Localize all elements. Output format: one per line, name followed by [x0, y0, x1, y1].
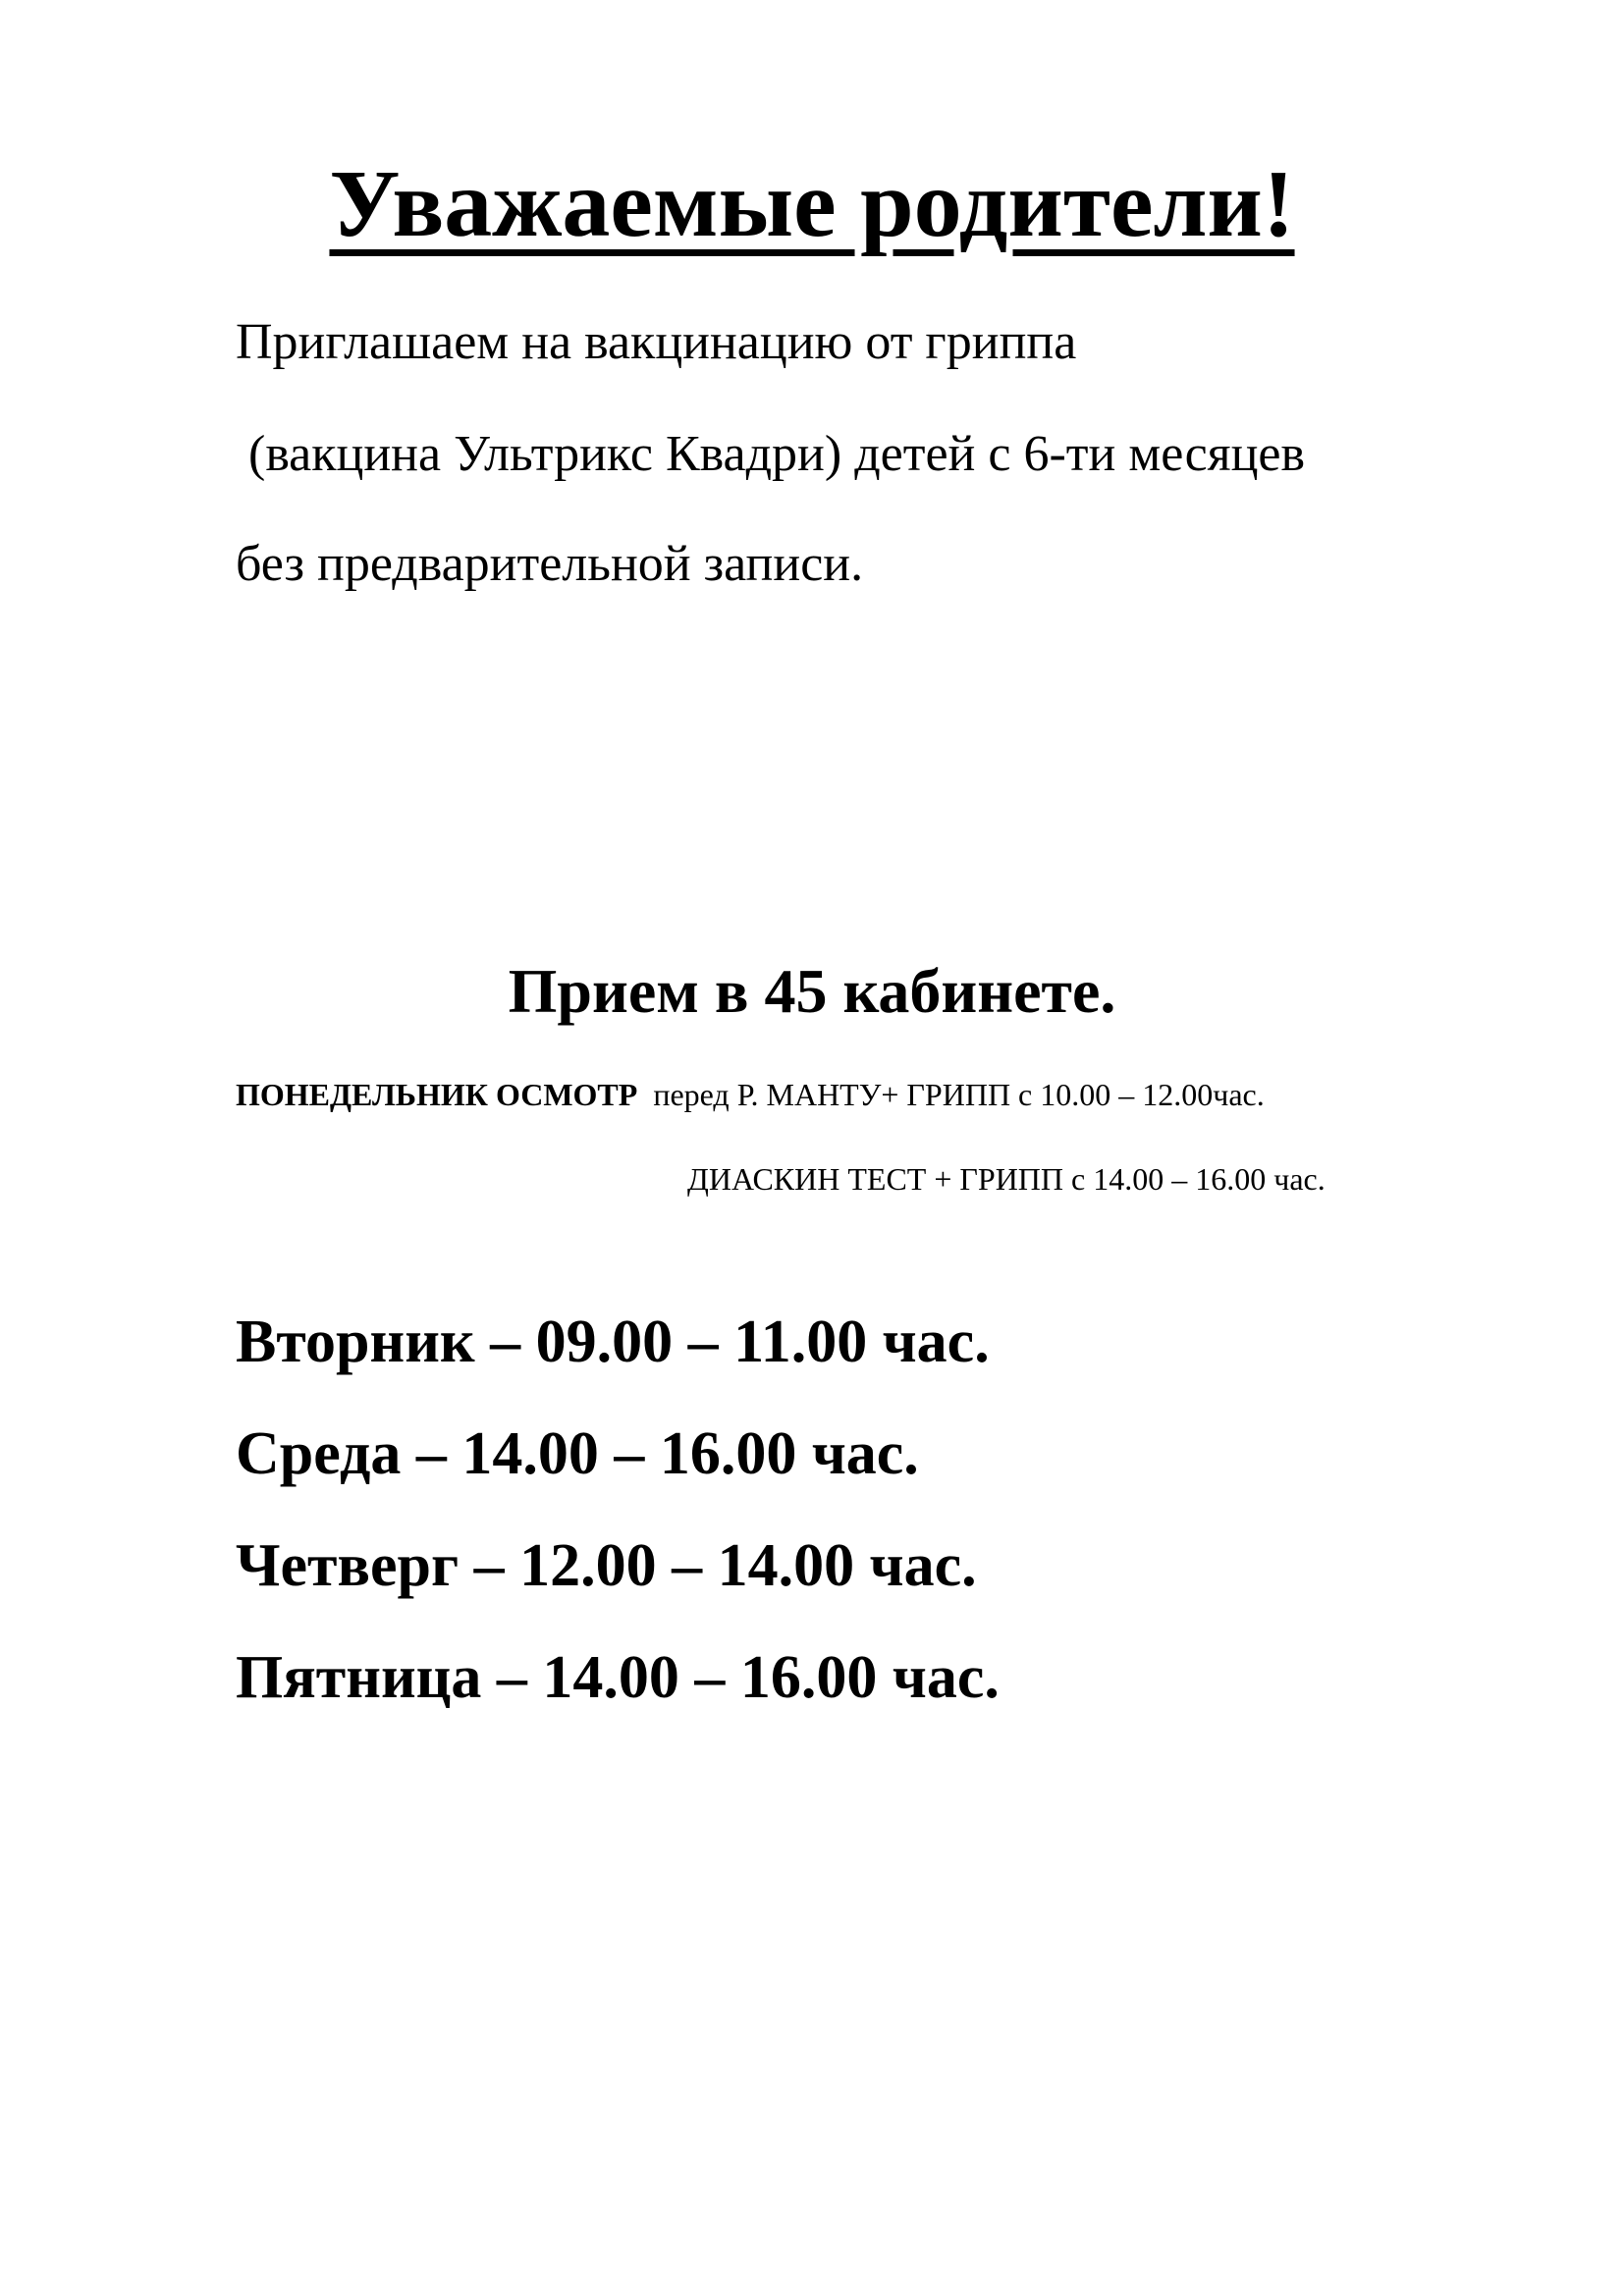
intro-line-3: без предварительной записи. [236, 536, 864, 592]
intro-line-1: Приглашаем на вакцинацию от гриппа [236, 314, 1077, 370]
reception-heading: Прием в 45 кабинете. [508, 956, 1116, 1026]
schedule-row-friday: Пятница – 14.00 – 16.00 час. [236, 1644, 1000, 1711]
schedule-row-wednesday: Среда – 14.00 – 16.00 час. [236, 1420, 919, 1487]
intro-line-2: (вакцина Ультрикс Квадри) детей с 6-ти месяцев [236, 426, 1306, 482]
page-title [0, 149, 1624, 260]
monday-line1-text: перед Р. МАНТУ+ ГРИПП с 10.00 – 12.00час. [653, 1077, 1265, 1112]
monday-label: ПОНЕДЕЛЬНИК ОСМОТР [236, 1077, 638, 1112]
monday-schedule-line-1 [236, 1076, 1265, 1113]
schedule-row-thursday: Четверг – 12.00 – 14.00 час. [236, 1532, 977, 1599]
monday-schedule-line-2: ДИАСКИН ТЕСТ + ГРИПП с 14.00 – 16.00 час. [687, 1161, 1326, 1197]
schedule-row-tuesday: Вторник – 09.00 – 11.00 час. [236, 1308, 990, 1375]
page-title-text: Уважаемые родители! [329, 151, 1295, 257]
